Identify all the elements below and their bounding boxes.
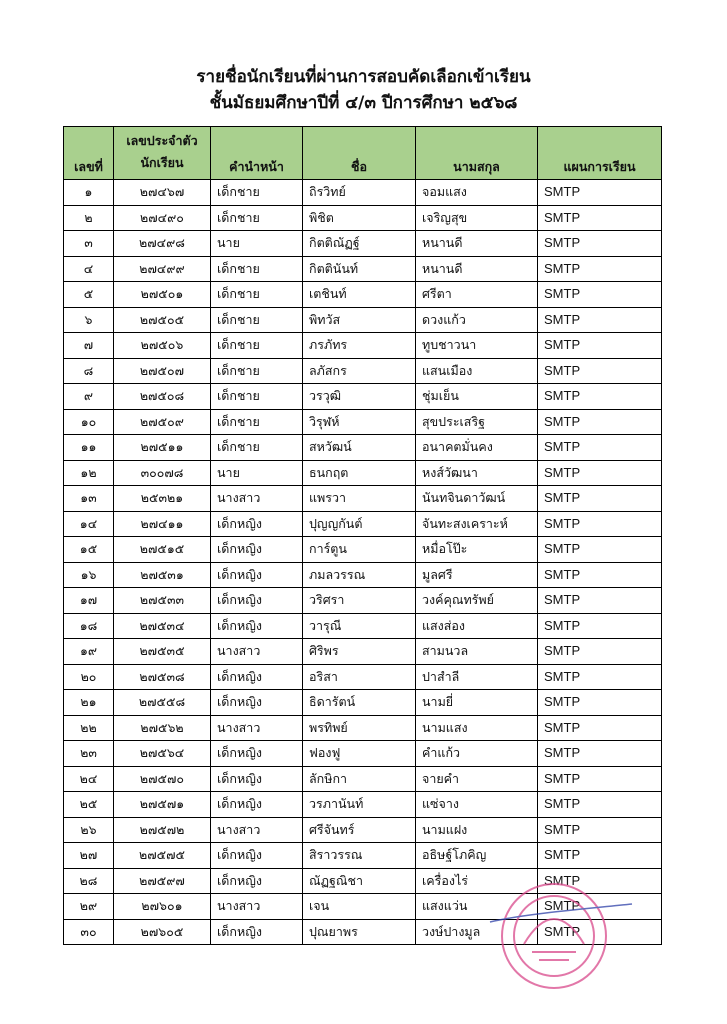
cell-prefix: เด็กชาย <box>211 256 303 282</box>
cell-plan: SMTP <box>538 766 662 792</box>
cell-last-name: วงษ์ปางมูล <box>416 919 538 945</box>
cell-no: ๑๐ <box>64 409 114 435</box>
cell-last-name: ทูบชาวนา <box>416 333 538 359</box>
table-row <box>64 868 662 894</box>
header-student-id-line2: นักเรียน <box>114 153 211 180</box>
cell-prefix: เด็กหญิง <box>211 588 303 614</box>
cell-last-name: ปาสำลี <box>416 664 538 690</box>
table-row <box>64 664 662 690</box>
cell-prefix: เด็กชาย <box>211 180 303 206</box>
cell-prefix: เด็กหญิง <box>211 537 303 563</box>
header-no: เลขที่ <box>64 127 114 180</box>
table-row <box>64 690 662 716</box>
cell-first-name: วารุณี <box>303 613 416 639</box>
cell-prefix: เด็กชาย <box>211 307 303 333</box>
cell-student-id: ๒๗๕๓๘ <box>114 664 211 690</box>
cell-last-name: แซ่จาง <box>416 792 538 818</box>
cell-student-id: ๒๗๕๐๙ <box>114 409 211 435</box>
table-row <box>64 537 662 563</box>
cell-last-name: หนานดี <box>416 231 538 257</box>
student-table <box>63 126 662 945</box>
cell-last-name: จอมแสง <box>416 180 538 206</box>
cell-student-id: ๒๗๕๓๓ <box>114 588 211 614</box>
cell-last-name: หงส์วัฒนา <box>416 460 538 486</box>
cell-student-id: ๒๗๕๕๘ <box>114 690 211 716</box>
cell-prefix: เด็กชาย <box>211 205 303 231</box>
table-row <box>64 231 662 257</box>
document-title-line1: รายชื่อนักเรียนที่ผ่านการสอบคัดเลือกเข้าเรียน <box>196 67 531 87</box>
cell-plan: SMTP <box>538 894 662 920</box>
cell-plan: SMTP <box>538 307 662 333</box>
table-row <box>64 486 662 512</box>
cell-first-name: วรวุฒิ <box>303 384 416 410</box>
cell-prefix: เด็กหญิง <box>211 868 303 894</box>
cell-plan: SMTP <box>538 205 662 231</box>
cell-student-id: ๒๗๔๙๙ <box>114 256 211 282</box>
cell-last-name: นันทจินดาวัฒน์ <box>416 486 538 512</box>
cell-no: ๕ <box>64 282 114 308</box>
header-prefix: คำนำหน้า <box>211 127 303 180</box>
cell-student-id: ๒๗๕๓๔ <box>114 613 211 639</box>
cell-plan: SMTP <box>538 919 662 945</box>
cell-first-name: พรทิพย์ <box>303 715 416 741</box>
cell-last-name: จันทะสงเคราะห์ <box>416 511 538 537</box>
cell-no: ๗ <box>64 333 114 359</box>
cell-first-name: วริศรา <box>303 588 416 614</box>
cell-prefix: เด็กหญิง <box>211 613 303 639</box>
cell-prefix: เด็กหญิง <box>211 511 303 537</box>
table-row <box>64 715 662 741</box>
cell-student-id: ๒๗๕๓๑ <box>114 562 211 588</box>
cell-plan: SMTP <box>538 562 662 588</box>
cell-first-name: อริสา <box>303 664 416 690</box>
cell-last-name: นามแฝง <box>416 817 538 843</box>
cell-plan: SMTP <box>538 180 662 206</box>
table-row <box>64 817 662 843</box>
cell-student-id: ๒๗๔๑๑ <box>114 511 211 537</box>
cell-plan: SMTP <box>538 792 662 818</box>
cell-first-name: ลภัสกร <box>303 358 416 384</box>
cell-first-name: ศรีจันทร์ <box>303 817 416 843</box>
cell-prefix: เด็กชาย <box>211 384 303 410</box>
cell-no: ๑๖ <box>64 562 114 588</box>
cell-plan: SMTP <box>538 741 662 767</box>
table-row <box>64 766 662 792</box>
cell-no: ๑ <box>64 180 114 206</box>
table-row <box>64 741 662 767</box>
cell-no: ๖ <box>64 307 114 333</box>
cell-last-name: นามแสง <box>416 715 538 741</box>
cell-student-id: ๒๗๕๐๗ <box>114 358 211 384</box>
cell-prefix: เด็กชาย <box>211 333 303 359</box>
cell-first-name: ศิริพร <box>303 639 416 665</box>
cell-student-id: ๒๗๔๙๐ <box>114 205 211 231</box>
cell-plan: SMTP <box>538 409 662 435</box>
cell-prefix: เด็กหญิง <box>211 792 303 818</box>
cell-first-name: ธิดารัตน์ <box>303 690 416 716</box>
cell-no: ๒๘ <box>64 868 114 894</box>
table-row <box>64 460 662 486</box>
cell-no: ๒๗ <box>64 843 114 869</box>
cell-prefix: เด็กหญิง <box>211 562 303 588</box>
cell-last-name: มูลศรี <box>416 562 538 588</box>
cell-plan: SMTP <box>538 384 662 410</box>
cell-no: ๒๙ <box>64 894 114 920</box>
cell-plan: SMTP <box>538 715 662 741</box>
table-row <box>64 511 662 537</box>
cell-last-name: นามยี่ <box>416 690 538 716</box>
cell-student-id: ๒๗๕๑๑ <box>114 435 211 461</box>
cell-plan: SMTP <box>538 868 662 894</box>
cell-student-id: ๒๗๕๗๑ <box>114 792 211 818</box>
cell-student-id: ๒๗๖๐๑ <box>114 894 211 920</box>
cell-first-name: แพรวา <box>303 486 416 512</box>
cell-first-name: สหวัฒน์ <box>303 435 416 461</box>
cell-last-name: แสนเมือง <box>416 358 538 384</box>
cell-first-name: พิชิต <box>303 205 416 231</box>
table-row <box>64 843 662 869</box>
cell-plan: SMTP <box>538 664 662 690</box>
cell-no: ๑๑ <box>64 435 114 461</box>
cell-last-name: สามนวล <box>416 639 538 665</box>
table-body <box>64 180 662 945</box>
cell-prefix: เด็กชาย <box>211 282 303 308</box>
table-row <box>64 792 662 818</box>
cell-first-name: ฟองฟู <box>303 741 416 767</box>
cell-first-name: เตชินท์ <box>303 282 416 308</box>
cell-plan: SMTP <box>538 256 662 282</box>
cell-student-id: ๒๗๔๙๘ <box>114 231 211 257</box>
cell-first-name: กิตตินันท์ <box>303 256 416 282</box>
cell-student-id: ๒๗๖๐๕ <box>114 919 211 945</box>
cell-last-name: ศรีตา <box>416 282 538 308</box>
cell-prefix: นาย <box>211 460 303 486</box>
cell-no: ๓๐ <box>64 919 114 945</box>
cell-first-name: วรภานันท์ <box>303 792 416 818</box>
cell-first-name: ธนกฤต <box>303 460 416 486</box>
document-title-line2: ชั้นมัธยมศึกษาปีที่ ๔/๓ ปีการศึกษา ๒๕๖๘ <box>209 93 518 113</box>
table-row <box>64 588 662 614</box>
table-header <box>64 127 662 180</box>
cell-student-id: ๒๗๕๓๕ <box>114 639 211 665</box>
cell-plan: SMTP <box>538 639 662 665</box>
cell-student-id: ๒๗๕๐๕ <box>114 307 211 333</box>
cell-no: ๑๔ <box>64 511 114 537</box>
table-row <box>64 358 662 384</box>
table-row <box>64 333 662 359</box>
cell-first-name: ถิรวิทย์ <box>303 180 416 206</box>
cell-student-id: ๒๕๓๒๑ <box>114 486 211 512</box>
cell-student-id: ๒๗๕๐๑ <box>114 282 211 308</box>
cell-no: ๒๕ <box>64 792 114 818</box>
cell-plan: SMTP <box>538 588 662 614</box>
cell-no: ๓ <box>64 231 114 257</box>
cell-student-id: ๓๐๐๗๘ <box>114 460 211 486</box>
cell-prefix: เด็กหญิง <box>211 690 303 716</box>
cell-student-id: ๒๗๕๐๘ <box>114 384 211 410</box>
cell-student-id: ๒๗๕๐๖ <box>114 333 211 359</box>
cell-prefix: นางสาว <box>211 894 303 920</box>
cell-first-name: ภมลวรรณ <box>303 562 416 588</box>
cell-plan: SMTP <box>538 537 662 563</box>
cell-last-name: อนาคตมั่นคง <box>416 435 538 461</box>
header-last-name: นามสกุล <box>416 127 538 180</box>
cell-no: ๑๘ <box>64 613 114 639</box>
cell-plan: SMTP <box>538 282 662 308</box>
cell-no: ๑๓ <box>64 486 114 512</box>
cell-prefix: เด็กหญิง <box>211 919 303 945</box>
cell-plan: SMTP <box>538 613 662 639</box>
table-row <box>64 639 662 665</box>
cell-plan: SMTP <box>538 511 662 537</box>
cell-no: ๒๔ <box>64 766 114 792</box>
cell-no: ๙ <box>64 384 114 410</box>
table-row <box>64 307 662 333</box>
cell-student-id: ๒๗๕๗๒ <box>114 817 211 843</box>
cell-last-name: ชุ่มเย็น <box>416 384 538 410</box>
cell-plan: SMTP <box>538 817 662 843</box>
table-row <box>64 409 662 435</box>
cell-student-id: ๒๗๕๑๕ <box>114 537 211 563</box>
table-row <box>64 384 662 410</box>
table-row <box>64 180 662 206</box>
cell-prefix: เด็กชาย <box>211 409 303 435</box>
cell-last-name: อธิษฐ์โภคิญ <box>416 843 538 869</box>
cell-first-name: ณัฏฐณิชา <box>303 868 416 894</box>
table-row <box>64 919 662 945</box>
cell-no: ๒๒ <box>64 715 114 741</box>
cell-first-name: ลักษิกา <box>303 766 416 792</box>
header-first-name: ชื่อ <box>303 127 416 180</box>
cell-prefix: เด็กชาย <box>211 435 303 461</box>
cell-first-name: พิทวัส <box>303 307 416 333</box>
table-row <box>64 435 662 461</box>
cell-no: ๒๑ <box>64 690 114 716</box>
cell-last-name: เครื่องไร่ <box>416 868 538 894</box>
cell-prefix: นางสาว <box>211 817 303 843</box>
cell-no: ๑๗ <box>64 588 114 614</box>
header-plan: แผนการเรียน <box>538 127 662 180</box>
cell-no: ๒๖ <box>64 817 114 843</box>
cell-no: ๒ <box>64 205 114 231</box>
cell-last-name: จายคำ <box>416 766 538 792</box>
cell-prefix: เด็กหญิง <box>211 664 303 690</box>
cell-first-name: ปุณยาพร <box>303 919 416 945</box>
table-row <box>64 256 662 282</box>
cell-first-name: เจน <box>303 894 416 920</box>
cell-student-id: ๒๗๔๖๗ <box>114 180 211 206</box>
cell-no: ๒๓ <box>64 741 114 767</box>
cell-prefix: นางสาว <box>211 486 303 512</box>
cell-no: ๑๕ <box>64 537 114 563</box>
cell-student-id: ๒๗๕๗๕ <box>114 843 211 869</box>
cell-no: ๘ <box>64 358 114 384</box>
cell-plan: SMTP <box>538 333 662 359</box>
cell-first-name: วิรุฬห์ <box>303 409 416 435</box>
table-row <box>64 562 662 588</box>
cell-student-id: ๒๗๕๗๐ <box>114 766 211 792</box>
cell-student-id: ๒๗๕๙๗ <box>114 868 211 894</box>
cell-no: ๒๐ <box>64 664 114 690</box>
cell-plan: SMTP <box>538 843 662 869</box>
table-row <box>64 205 662 231</box>
cell-prefix: เด็กหญิง <box>211 766 303 792</box>
cell-prefix: เด็กหญิง <box>211 741 303 767</box>
table-row <box>64 282 662 308</box>
cell-last-name: เจริญสุข <box>416 205 538 231</box>
cell-first-name: ปุญญกันต์ <box>303 511 416 537</box>
cell-last-name: คำแก้ว <box>416 741 538 767</box>
cell-last-name: ดวงแก้ว <box>416 307 538 333</box>
cell-plan: SMTP <box>538 231 662 257</box>
cell-last-name: แสงส่อง <box>416 613 538 639</box>
cell-last-name: หมื่อโป๊ะ <box>416 537 538 563</box>
cell-plan: SMTP <box>538 358 662 384</box>
cell-student-id: ๒๗๕๖๔ <box>114 741 211 767</box>
cell-plan: SMTP <box>538 435 662 461</box>
cell-plan: SMTP <box>538 690 662 716</box>
cell-student-id: ๒๗๕๖๒ <box>114 715 211 741</box>
cell-first-name: กิตติณัฏฐ์ <box>303 231 416 257</box>
cell-no: ๑๙ <box>64 639 114 665</box>
cell-prefix: นางสาว <box>211 715 303 741</box>
cell-first-name: สิราวรรณ <box>303 843 416 869</box>
cell-last-name: หนานดี <box>416 256 538 282</box>
cell-prefix: เด็กชาย <box>211 358 303 384</box>
table-row <box>64 613 662 639</box>
cell-plan: SMTP <box>538 486 662 512</box>
cell-first-name: ภรภัทร <box>303 333 416 359</box>
cell-prefix: นาย <box>211 231 303 257</box>
cell-last-name: วงค์คุณทรัพย์ <box>416 588 538 614</box>
header-student-id-line1: เลขประจำตัว <box>114 127 211 154</box>
cell-first-name: การ์ตูน <box>303 537 416 563</box>
cell-last-name: สุขประเสริฐ <box>416 409 538 435</box>
cell-last-name: แสงแว่น <box>416 894 538 920</box>
table-row <box>64 894 662 920</box>
cell-no: ๔ <box>64 256 114 282</box>
cell-no: ๑๒ <box>64 460 114 486</box>
cell-prefix: นางสาว <box>211 639 303 665</box>
cell-prefix: เด็กหญิง <box>211 843 303 869</box>
cell-plan: SMTP <box>538 460 662 486</box>
